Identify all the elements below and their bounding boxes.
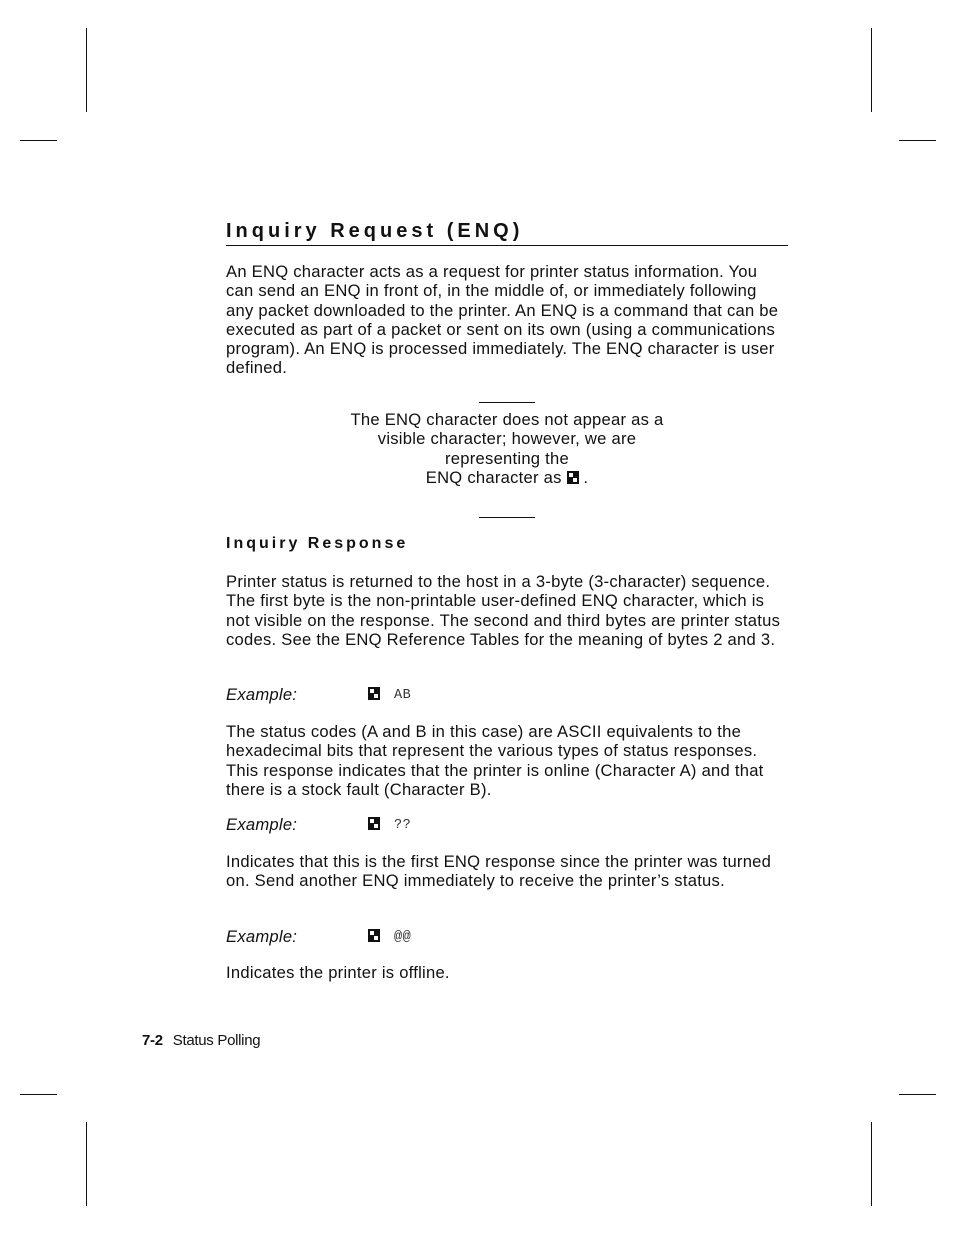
crop-mark: [86, 1122, 87, 1206]
page-number: 7-2: [142, 1032, 163, 1049]
example-code: ??: [394, 818, 412, 833]
note-line: visible character; however, we are: [377, 429, 637, 449]
enq-character-icon: [368, 817, 380, 830]
intro-paragraph: An ENQ character acts as a request for printer status information. You can send an ENQ in front of, in the middle of, or immediately following any packet downloaded to the printer. An ENQ is a command that can be executed as part of a packet or sent on its own (using a communications program). An ENQ is processed immediately. The ENQ character is user defined.: [226, 262, 779, 378]
crop-mark: [871, 1122, 872, 1206]
enq-character-icon: [368, 929, 380, 942]
chapter-name: Status Polling: [172, 1032, 261, 1049]
example-row: [226, 927, 788, 947]
crop-mark: [899, 1094, 936, 1095]
example-label: Example:: [226, 927, 298, 946]
example-description: Indicates that this is the first ENQ response since the printer was turned on. Send another ENQ immediately to receive the printer’s status.: [226, 852, 772, 891]
subsection-title: Inquiry Response: [226, 535, 409, 552]
crop-mark: [871, 28, 872, 112]
note-rule-top: [479, 402, 535, 403]
note-line-prefix: ENQ character as: [425, 467, 562, 487]
example-row: [226, 685, 788, 705]
note-line: representing the: [445, 448, 569, 468]
crop-mark: [899, 140, 936, 141]
enq-character-icon: [567, 471, 579, 484]
example-row: [226, 815, 788, 835]
example-description: The status codes (A and B in this case) are ASCII equivalents to the hexadecimal bits that represent the various types of status responses. This response indicates that the printer is online (Character A) and that there is a stock fault (Character B).: [226, 722, 764, 799]
example-label: Example:: [226, 685, 298, 704]
note-line-suffix: .: [583, 467, 589, 487]
crop-mark: [20, 140, 57, 141]
note-line: The ENQ character does not appear as a: [350, 410, 664, 429]
crop-mark: [86, 28, 87, 112]
example-description: Indicates the printer is offline.: [226, 963, 450, 982]
example-code: AB: [394, 688, 412, 703]
section-title: Inquiry Request (ENQ): [226, 220, 788, 246]
note-block: [226, 410, 788, 487]
enq-character-icon: [368, 687, 380, 700]
note-rule-bottom: [479, 517, 535, 518]
example-code: @@: [394, 930, 412, 945]
example-label: Example:: [226, 815, 298, 834]
response-paragraph: Printer status is returned to the host in a 3-byte (3-character) sequence. The first byte is the non-printable user-defined ENQ character, which is not visible on the response. The second and third bytes are printer status codes. See the ENQ Reference Tables for the meaning of bytes 2 and 3.: [226, 572, 781, 649]
page-footer: [142, 1032, 260, 1049]
note-line: [226, 468, 788, 487]
crop-mark: [20, 1094, 57, 1095]
